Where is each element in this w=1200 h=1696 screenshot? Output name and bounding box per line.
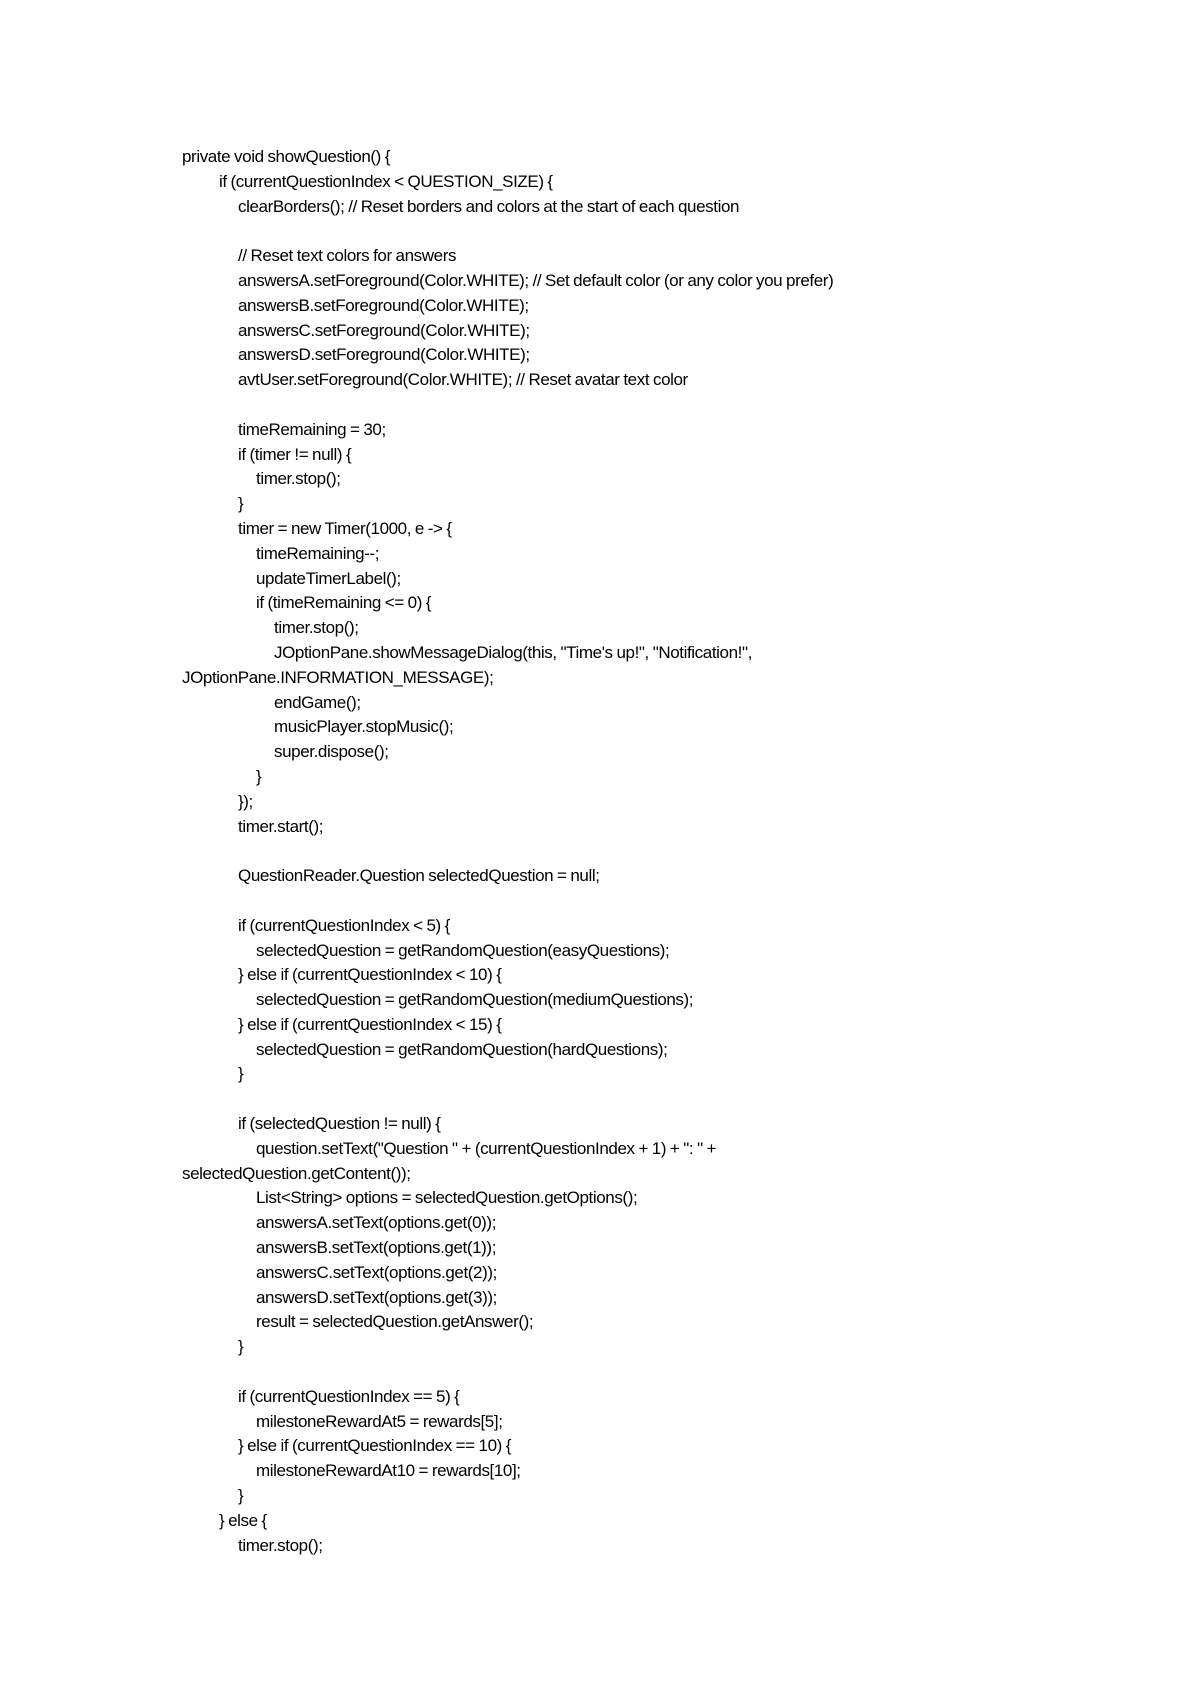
code-line: selectedQuestion = getRandomQuestion(easyQuestions); xyxy=(256,940,670,960)
code-line: answersA.setForeground(Color.WHITE); // Set default color (or any color you prefer) xyxy=(238,270,834,290)
code-line: JOptionPane.showMessageDialog(this, "Time's up!", "Notification!", xyxy=(274,642,752,662)
code-line: if (timer != null) { xyxy=(238,444,352,464)
code-line: if (currentQuestionIndex < 5) { xyxy=(238,915,450,935)
code-line: milestoneRewardAt5 = rewards[5]; xyxy=(256,1411,503,1431)
code-line: } else if (currentQuestionIndex == 10) { xyxy=(238,1436,512,1456)
code-line: answersA.setText(options.get(0)); xyxy=(256,1213,497,1233)
code-line: QuestionReader.Question selectedQuestion = null; xyxy=(238,866,600,886)
code-line: } xyxy=(238,494,244,514)
code-line: question.setText("Question " + (currentQuestionIndex + 1) + ": " + xyxy=(256,1138,717,1158)
code-line: timer.stop(); xyxy=(256,469,341,489)
code-line: answersC.setForeground(Color.WHITE); xyxy=(238,320,530,340)
code-line: answersB.setText(options.get(1)); xyxy=(256,1238,497,1258)
code-line: clearBorders(); // Reset borders and colors at the start of each question xyxy=(238,196,740,216)
code-line: if (currentQuestionIndex < QUESTION_SIZE) { xyxy=(219,171,553,191)
code-line: musicPlayer.stopMusic(); xyxy=(274,717,454,737)
code-line: answersB.setForeground(Color.WHITE); xyxy=(238,295,529,315)
code-line: List<String> options = selectedQuestion.getOptions(); xyxy=(256,1188,638,1208)
code-line: } else if (currentQuestionIndex < 15) { xyxy=(238,1014,502,1034)
code-line: updateTimerLabel(); xyxy=(256,568,401,588)
code-line xyxy=(182,393,1142,418)
code-line xyxy=(182,1087,1142,1112)
code-line: selectedQuestion = getRandomQuestion(mediumQuestions); xyxy=(256,990,694,1010)
code-line xyxy=(182,839,1142,864)
code-line: avtUser.setForeground(Color.WHITE); // Reset avatar text color xyxy=(238,370,688,390)
code-line: answersC.setText(options.get(2)); xyxy=(256,1262,497,1282)
code-line: private void showQuestion() { xyxy=(182,147,391,166)
code-line: JOptionPane.INFORMATION_MESSAGE); xyxy=(182,667,494,687)
code-line: result = selectedQuestion.getAnswer(); xyxy=(256,1312,534,1332)
code-line xyxy=(182,219,1142,244)
code-line: timer = new Timer(1000, e -> { xyxy=(238,518,452,538)
code-line: selectedQuestion = getRandomQuestion(hardQuestions); xyxy=(256,1039,668,1059)
code-line: selectedQuestion.getContent()); xyxy=(182,1163,411,1183)
code-line: } else if (currentQuestionIndex < 10) { xyxy=(238,965,502,985)
code-line: endGame(); xyxy=(274,692,361,712)
code-line: answersD.setText(options.get(3)); xyxy=(256,1287,497,1307)
code-line: if (currentQuestionIndex == 5) { xyxy=(238,1386,460,1406)
code-line: if (selectedQuestion != null) { xyxy=(238,1114,441,1134)
code-line: }); xyxy=(238,791,253,811)
code-line: timer.stop(); xyxy=(238,1535,323,1555)
code-listing xyxy=(182,145,1142,1558)
code-line: } xyxy=(238,1486,244,1506)
code-line: } xyxy=(256,766,262,786)
code-line xyxy=(182,1360,1142,1385)
code-line: // Reset text colors for answers xyxy=(238,246,457,266)
code-line: timeRemaining = 30; xyxy=(238,419,386,439)
code-line: timer.stop(); xyxy=(274,618,359,638)
code-line: } xyxy=(238,1064,244,1084)
code-line: answersD.setForeground(Color.WHITE); xyxy=(238,345,530,365)
code-line: if (timeRemaining <= 0) { xyxy=(256,593,432,613)
code-line: } xyxy=(238,1337,244,1357)
code-line: super.dispose(); xyxy=(274,742,389,762)
code-line: } else { xyxy=(219,1510,267,1530)
code-line xyxy=(182,889,1142,914)
code-line: milestoneRewardAt10 = rewards[10]; xyxy=(256,1461,521,1481)
code-line: timer.start(); xyxy=(238,816,324,836)
code-line: timeRemaining--; xyxy=(256,543,380,563)
